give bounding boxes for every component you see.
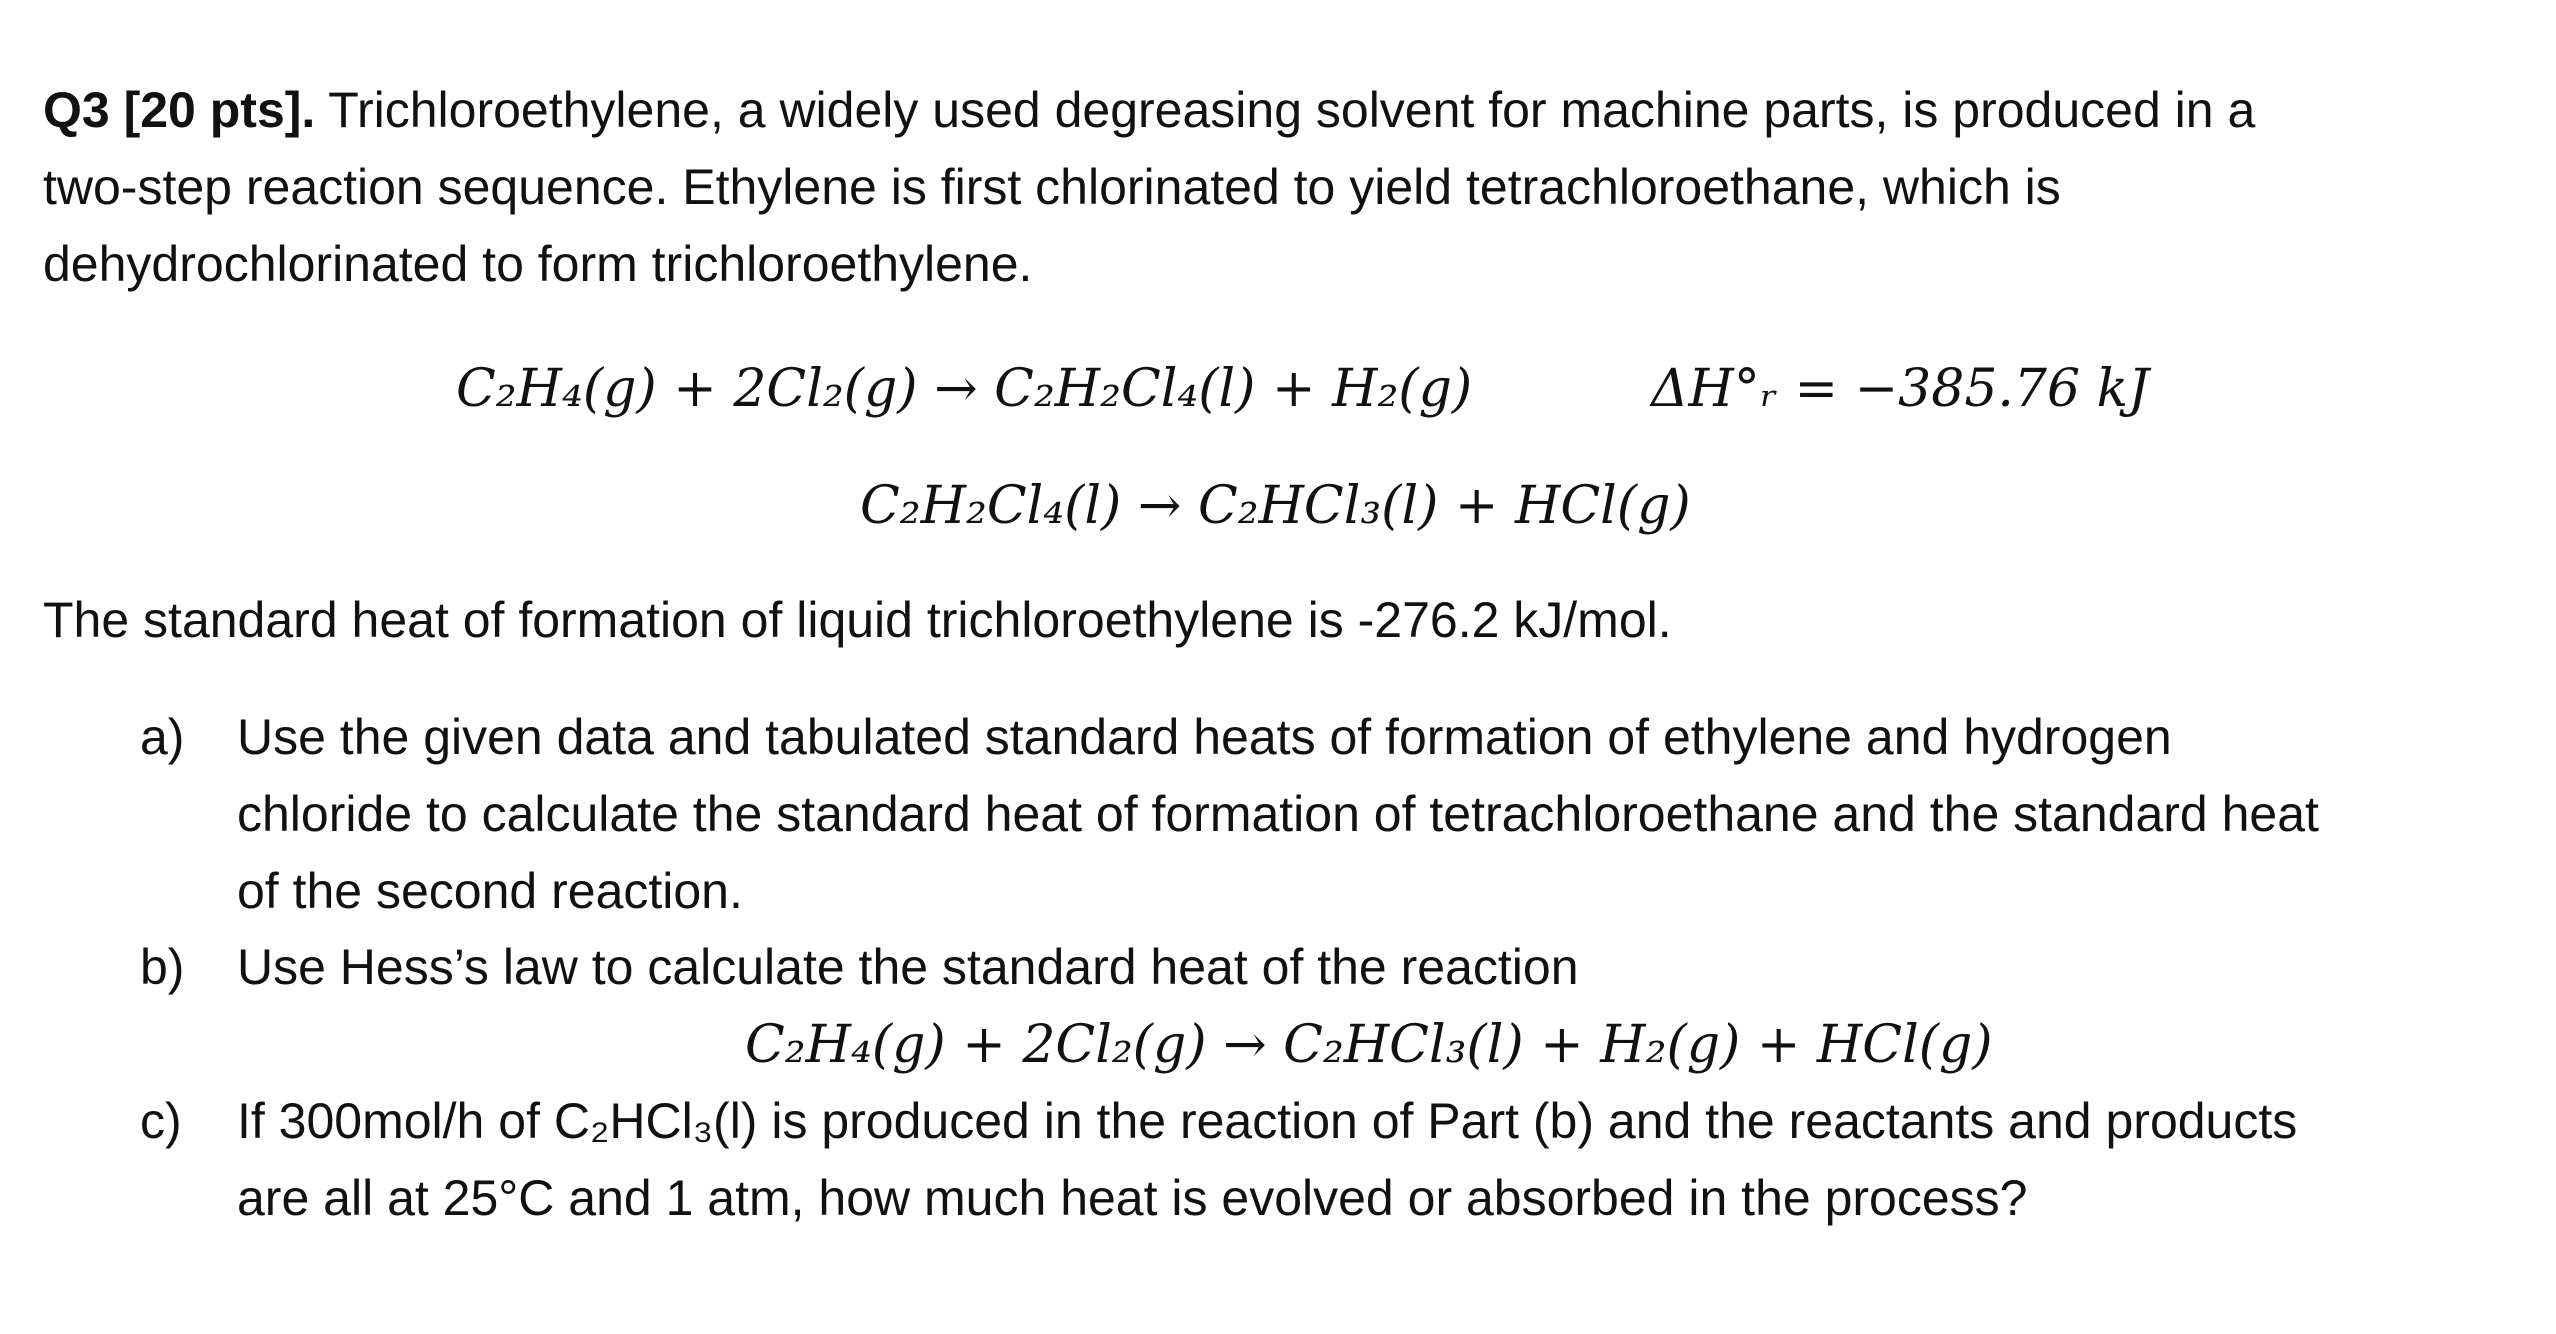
part-b-label: b) [140,939,185,995]
part-a-text [237,699,2547,930]
reaction-2-equation [860,466,1691,546]
reaction-3-lhs: C₂H₄(g) + 2Cl₂(g) [745,1015,1207,1075]
intro-line-2: two-step reaction sequence. Ethylene is first chlorinated to yield tetrachloroethane, which is [43,159,2061,215]
part-a-label: a) [140,709,185,765]
reaction-1-equation [456,349,2149,429]
part-b-text [237,929,2547,1006]
delta-h-label: ΔH°ᵣ [1651,359,1778,419]
intro-line-3: dehydrochlorinated to form trichloroethylene. [43,236,1033,292]
part-b-line-1: Use Hess’s law to calculate the standard heat of the reaction [237,939,1579,995]
part-c-text [237,1083,2547,1237]
reaction-2-lhs: C₂H₂Cl₄(l) [860,476,1122,536]
part-a-line-3: of the second reaction. [237,863,743,919]
reaction-1-lhs: C₂H₄(g) + 2Cl₂(g) [456,359,918,419]
question-heading: Q3 [20 pts]. [43,82,316,138]
delta-h-value: = −385.76 kJ [1794,359,2149,419]
reaction-2-arrow: → [1137,476,1182,536]
reaction-3-equation [745,1005,1993,1085]
reaction-1-arrow: → [934,359,978,419]
question-text [43,72,2533,303]
part-c-line-2: are all at 25°C and 1 atm, how much heat is evolved or absorbed in the process? [237,1170,2028,1226]
part-a-line-1: Use the given data and tabulated standard heats of formation of ethylene and hydrogen [237,709,2172,765]
intro-paragraph [43,72,2533,303]
reaction-1-rhs: C₂H₂Cl₄(l) + H₂(g) [994,359,1473,419]
reaction-3-arrow: → [1223,1015,1267,1075]
part-a-line-2: chloride to calculate the standard heat of formation of tetrachloroethane and the standard heat [237,786,2319,842]
reaction-1-enthalpy [1651,349,2149,429]
reaction-2-rhs: C₂HCl₃(l) + HCl(g) [1197,476,1691,536]
reaction-3-rhs: C₂HCl₃(l) + H₂(g) + HCl(g) [1283,1015,1993,1075]
intro-line-1: Trichloroethylene, a widely used degreasing solvent for machine parts, is produced in a [328,82,2256,138]
standard-heat-statement: The standard heat of formation of liquid trichloroethylene is -276.2 kJ/mol. [43,592,1672,648]
part-c-line-1: If 300mol/h of C₂HCl₃(l) is produced in the reaction of Part (b) and the reactants and products [237,1093,2298,1149]
part-c-label: c) [140,1093,182,1149]
